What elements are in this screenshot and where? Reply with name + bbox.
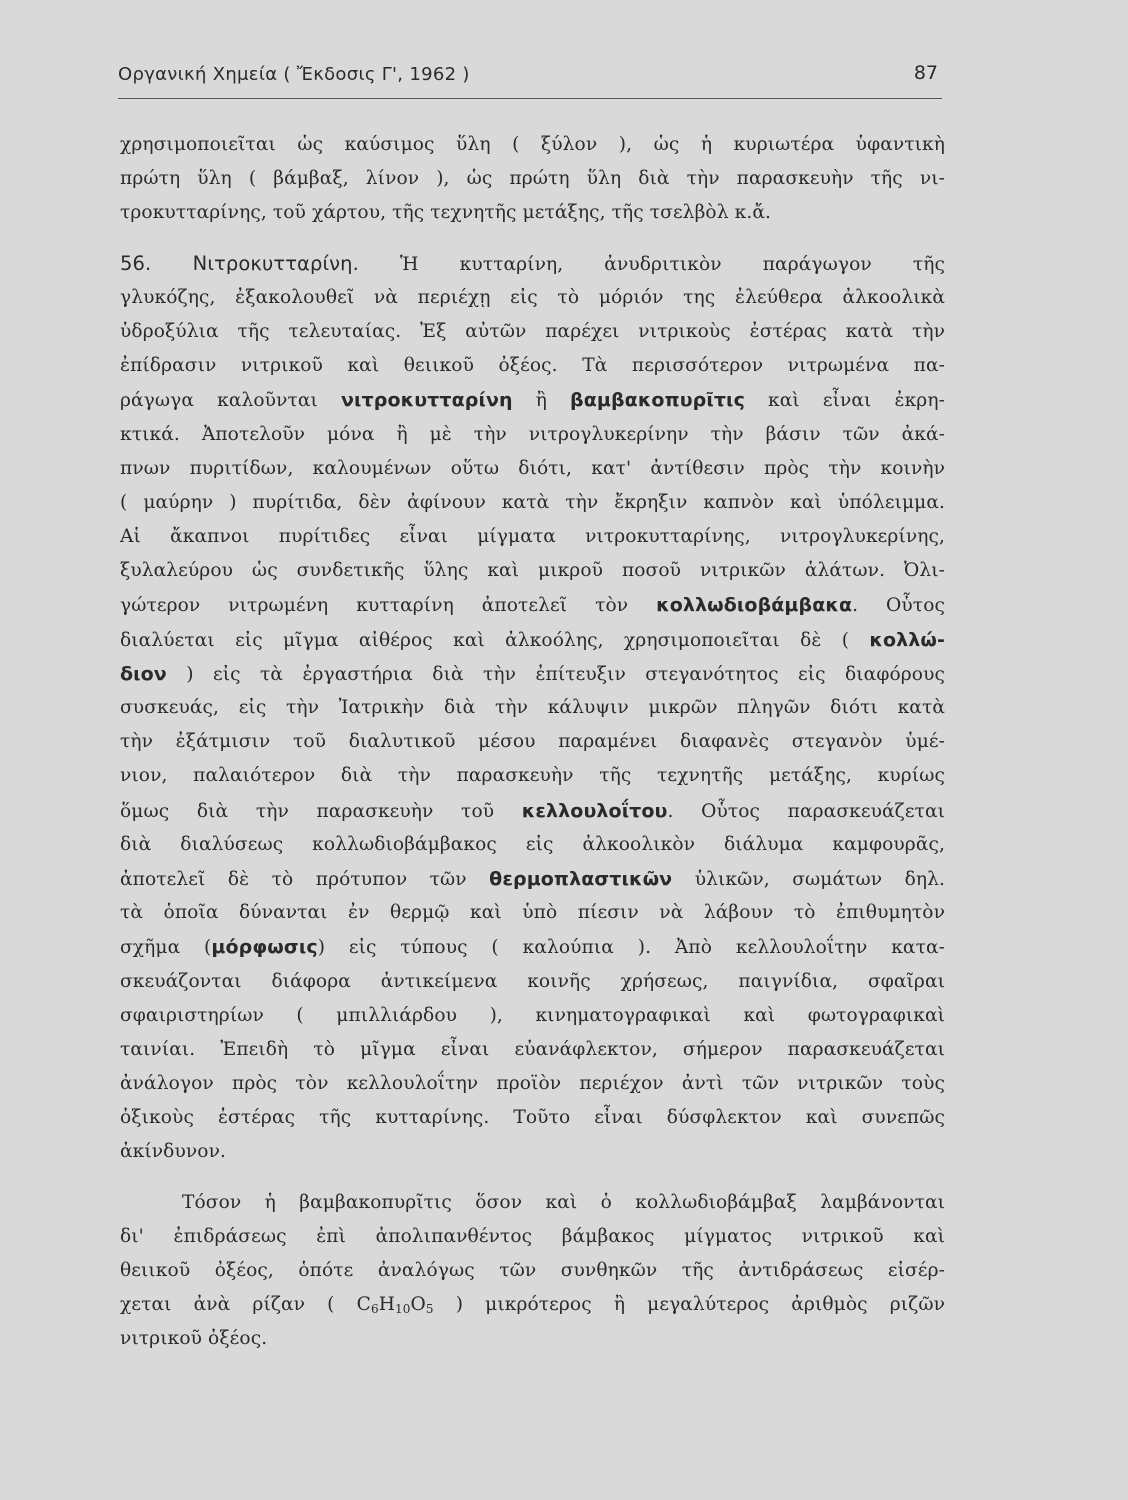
paragraph-3 [120, 1186, 945, 1357]
text-line [120, 794, 945, 828]
text-line: τὰ ὁποῖα δύνανται ἐν θερμῷ καὶ ὑπὸ πίεσιν νὰ λάβουν τὸ ἐπιθυμητὸν [120, 902, 945, 924]
subscript: 10 [395, 1302, 411, 1317]
text-span: ράγωγα καλοῦνται [120, 390, 318, 412]
text-line: θειικοῦ ὀξέος, ὁπότε ἀναλόγως τῶν συνθηκῶν τῆς ἀντιδράσεως εἰσέρ- [120, 1260, 945, 1281]
text-line: τροκυτταρίνης, τοῦ χάρτου, τῆς τεχνητῆς μετάξης, τῆς τσελβὸλ κ.ἄ. [120, 202, 772, 224]
text-line: νιον, παλαιότερον διὰ τὴν παρασκευὴν τῆς τεχνητῆς μετάξης, κυρίως [120, 765, 945, 787]
text-line [120, 862, 945, 896]
text-line: πνων πυριτίδων, καλουμένων οὕτω διότι, κατ' ἀντίθεσιν πρὸς τὴν κοινὴν [120, 457, 945, 479]
subscript: 5 [425, 1302, 434, 1317]
text-span: ἀποτελεῖ δὲ τὸ πρότυπον τῶν [120, 868, 467, 890]
text-line: ἀνάλογον πρὸς τὸν κελλουλοΐτην προϊὸν περιέχον ἀντὶ τῶν νιτρικῶν τοὺς [120, 1073, 945, 1095]
body-text [120, 128, 945, 1357]
text-line: ( μαύρην ) πυρίτιδα, δὲν ἀφίνουν κατὰ τὴν ἔκρηξιν καπνὸν καὶ ὑπόλειμμα. [120, 491, 945, 513]
text-span: Ἡ κυτταρίνη, ἀνυδριτικὸν παράγωγον τῆς [400, 253, 945, 275]
text-line: Αἱ ἄκαπνοι πυρίτιδες εἶναι μίγματα νιτροκυτταρίνης, νιτρογλυκερίνης, [120, 526, 945, 548]
text-span: ὑλικῶν, σωμάτων δηλ. [694, 868, 945, 890]
text-span: . Οὗτος παρασκευάζεται [667, 800, 945, 822]
text-span: καὶ εἶναι ἐκρη- [768, 390, 945, 412]
text-line: ξυλαλεύρου ὡς συνδετικῆς ὕλης καὶ μικροῦ ποσοῦ νιτρικῶν ἁλάτων. Ὀλι- [120, 560, 945, 582]
paragraph-1 [120, 128, 945, 231]
text-line [120, 247, 945, 281]
section-56 [120, 247, 945, 1170]
text-span: ὅμως διὰ τὴν παρασκευὴν τοῦ [120, 800, 495, 822]
text-span: H [378, 1294, 396, 1316]
text-span: χεται ἀνὰ ρίζαν ( C [120, 1294, 371, 1316]
text-line: σφαιριστηρίων ( μπιλλιάρδου ), κινηματογραφικαὶ καὶ φωτογραφικαὶ [120, 1004, 945, 1026]
text-line: κτικά. Ἀποτελοῦν μόνα ἢ μὲ τὴν νιτρογλυκερίνην τὴν βάσιν τῶν ἀκά- [120, 423, 945, 445]
text-line: τὴν ἐξάτμισιν τοῦ διαλυτικοῦ μέσου παραμένει διαφανὲς στεγανὸν ὑμέ- [120, 731, 945, 753]
text-line: ταινίαι. Ἐπειδὴ τὸ μῖγμα εἶναι εὐανάφλεκτον, σήμερον παρασκευάζεται [120, 1038, 945, 1060]
text-span: γώτερον νιτρωμένη κυτταρίνη ἀποτελεῖ τὸν [120, 595, 629, 617]
text-line [120, 623, 945, 657]
text-line: συσκευάς, εἰς τὴν Ἰατρικὴν διὰ τὴν κάλυψιν μικρῶν πληγῶν διότι κατὰ [120, 697, 945, 718]
text-line [120, 383, 945, 417]
text-line [120, 930, 945, 964]
text-span: ) εἰς τὰ ἐργαστήρια διὰ τὴν ἐπίτευξιν στεγανότητος εἰς διαφόρους [186, 663, 945, 685]
text-line: ὑδροξύλια τῆς τελευταίας. Ἐξ αὐτῶν παρέχει νιτρικοὺς ἐστέρας κατὰ τὴν [120, 320, 945, 342]
term-collodion-cotton: κολλωδιοβάμβακα [656, 594, 853, 617]
text-span: ἢ [535, 390, 547, 412]
term-nitrocellulose: νιτροκυτταρίνη [340, 389, 513, 412]
text-line: ἀκίνδυνον. [120, 1141, 226, 1163]
term-thermoplastic: θερμοπλαστικῶν [489, 867, 673, 890]
term-collodion-part2: διον [120, 662, 167, 685]
text-span: ) μικρότερος ἢ μεγαλύτερος ἀριθμὸς ριζῶν [455, 1294, 945, 1316]
text-line: νιτρικοῦ ὀξέος. [120, 1328, 268, 1350]
text-span: σχῆμα ( [120, 937, 212, 959]
term-collodion-part1: κολλώ- [869, 628, 945, 651]
text-line [120, 588, 945, 622]
text-span: . Οὗτος [852, 595, 945, 617]
subscript: 6 [370, 1302, 379, 1317]
section-heading: 56. Νιτροκυτταρίνη. [120, 251, 359, 275]
text-span: O [410, 1294, 426, 1316]
text-line [120, 1288, 945, 1322]
header-title: Οργανική Χημεία ( Ἔκδοσις Γ', 1962 ) [118, 64, 470, 85]
term-guncotton: βαμβακοπυρῖτις [570, 389, 745, 412]
text-line [120, 657, 945, 691]
text-line: ὀξικοὺς ἐστέρας τῆς κυτταρίνης. Τοῦτο εἶναι δύσφλεκτον καὶ συνεπῶς [120, 1107, 945, 1129]
text-line: γλυκόζης, ἐξακολουθεῖ νὰ περιέχῃ εἰς τὸ μόριόν της ἐλεύθερα ἀλκοολικὰ [120, 286, 945, 308]
text-line: πρώτη ὕλη ( βάμβαξ, λίνον ), ὡς πρώτη ὕλη διὰ τὴν παρασκευὴν τῆς νι- [120, 168, 945, 190]
term-molding: μόρφωσις [211, 936, 318, 959]
text-line: Τόσον ἡ βαμβακοπυρῖτις ὅσον καὶ ὁ κολλωδιοβάμβαξ λαμβάνονται [182, 1191, 945, 1213]
page-number: 87 [913, 62, 938, 84]
term-celluloid: κελλουλοΐτου [521, 799, 668, 822]
text-line: χρησιμοποιεῖται ὡς καύσιμος ὕλη ( ξύλον ), ὡς ἡ κυριωτέρα ὑφαντικὴ [120, 134, 945, 155]
text-line: σκευάζονται διάφορα ἀντικείμενα κοινῆς χρήσεως, παιγνίδια, σφαῖραι [120, 970, 945, 992]
running-header [118, 62, 942, 99]
text-line: ἐπίδρασιν νιτρικοῦ καὶ θειικοῦ ὀξέος. Τὰ περισσότερον νιτρωμένα πα- [120, 355, 945, 377]
text-span: διαλύεται εἰς μῖγμα αἰθέρος καὶ ἀλκοόλης, χρησιμοποιεῖται δὲ ( [120, 629, 850, 651]
text-line: διὰ διαλύσεως κολλωδιοβάμβακος εἰς ἀλκοολικὸν διάλυμα καμφουρᾶς, [120, 833, 945, 855]
text-line: δι' ἐπιδράσεως ἐπὶ ἀπολιπανθέντος βάμβακος μίγματος νιτρικοῦ καὶ [120, 1225, 945, 1247]
text-span: ) εἰς τύπους ( καλούπια ). Ἀπὸ κελλουλοΐτην κατα- [317, 937, 945, 959]
